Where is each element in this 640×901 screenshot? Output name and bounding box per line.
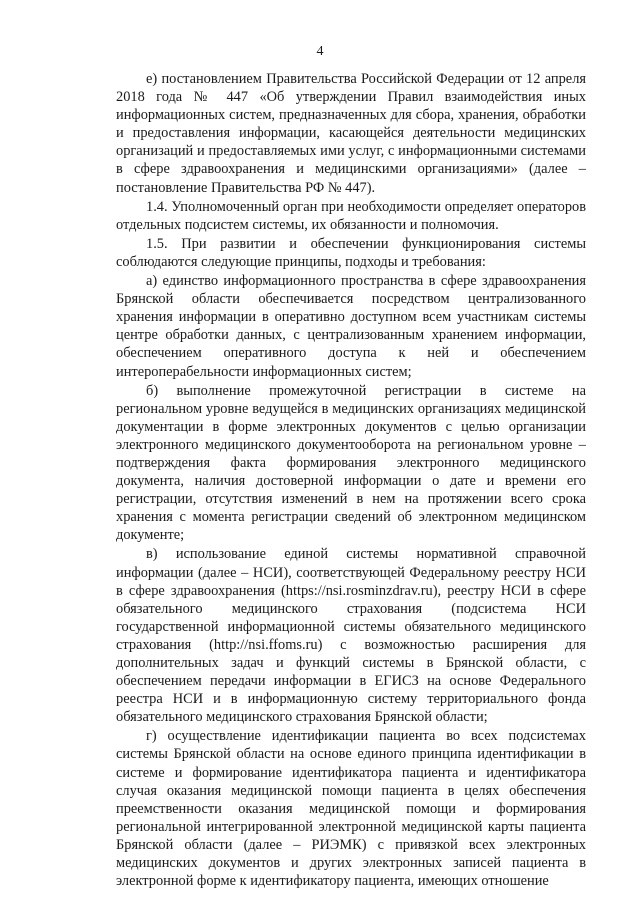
paragraph-item-b: б) выполнение промежуточной регистрации в системе на региональном уровне ведущейся в медицинских организациях медицинской документации в форме электронных документов с целью организации электронного медицинского документооборота на региональном уровне – подтверждения факта формирования электронного медицинского документа, наличия достоверной информации о дате и времени его регистрации, отсутствия изменений в нем на протяжении всего срока хранения с момента регистрации сведений об электронном медицинском документе; [116, 382, 586, 544]
paragraph-item-v: в) использование единой системы нормативной справочной информации (далее – НСИ), соответствующей Федеральному реестру НСИ в сфере здравоохранения (https://nsi.rosminzdrav.ru), реестру НСИ в сфере обязательного медицинского страхования (подсистема НСИ государственной информационной системы обязательного медицинского страхования (http://nsi.ffoms.ru) с возможностью расширения для дополнительных задач и функций системы в Брянской области, с обеспечением передачи информации в ЕГИСЗ на основе Федерального реестра НСИ и в информационную систему территориального фонда обязательного медицинского страхования Брянской области; [116, 546, 586, 726]
page-number: 4 [316, 44, 324, 59]
paragraph-item-e: е) постановлением Правительства Российской Федерации от 12 апреля 2018 года № 447 «Об утверждении Правил взаимодействия иных информационных систем, предназначенных для сбора, хранения, обработки и предоставления информации, касающейся деятельности медицинских организаций и предоставляемых ими услуг, с информационными системами в сфере здравоохранения и медицинскими организациями» (далее – постановление Правительства РФ № 447). [116, 71, 586, 196]
paragraph-1-4: 1.4. Уполномоченный орган при необходимости определяет операторов отдельных подсистем системы, их обязанности и полномочия. [116, 198, 586, 233]
paragraph-1-5: 1.5. При развитии и обеспечении функционирования системы соблюдаются следующие принципы, подходы и требования: [116, 235, 586, 270]
document-body [116, 70, 586, 890]
paragraph-item-g: г) осуществление идентификации пациента во всех подсистемах системы Брянской области на основе единого принципа идентификации в системе и формирование идентификатора пациента и идентификатора случая оказания медицинской помощи пациента в целях обеспечения преемственности оказания медицинской помощи и формирования региональной интегрированной электронной медицинской карты пациента Брянской области (далее – РИЭМК) с привязкой всех электронных медицинских документов и других электронных записей пациента в электронной форме к идентификатору пациента, имеющих отношение [116, 728, 586, 890]
paragraph-item-a: а) единство информационного пространства в сфере здравоохранения Брянской области обеспечивается посредством централизованного хранения информации в оперативно доступном всем участникам системы центре обработки данных, с централизованным хранением информации, обеспечением оперативного доступа к ней и обеспечением интероперабельности информационных систем; [116, 273, 586, 380]
